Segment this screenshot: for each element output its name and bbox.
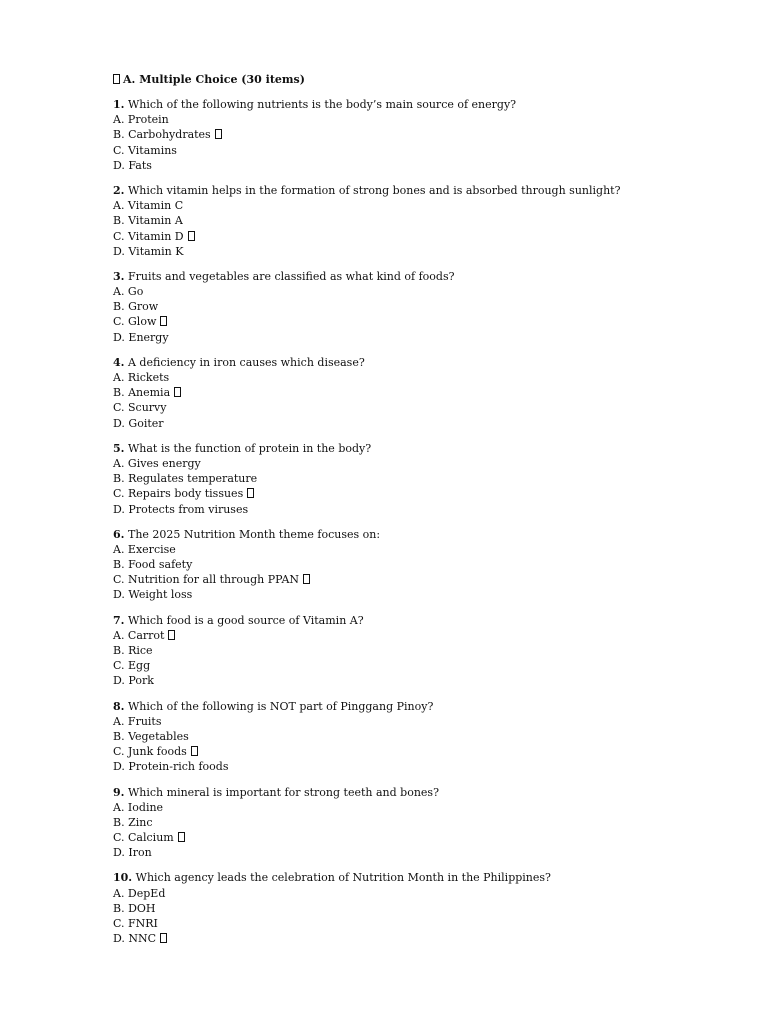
answer-option: [113, 714, 713, 729]
answer-option-label: A. Rickets: [113, 371, 170, 384]
answer-option-label: D. Protects from viruses: [113, 502, 249, 516]
answer-option-label: A. Go: [113, 285, 144, 299]
question-block: [113, 183, 713, 259]
answer-mark-icon: [188, 231, 195, 241]
answer-option-label: A. Iodine: [113, 800, 164, 814]
question-text-line: [113, 699, 713, 714]
question-block: [113, 527, 713, 603]
answer-option-label: B. Anemia: [113, 386, 171, 400]
answer-option-label: D. NNC: [113, 932, 157, 946]
answer-option-label: A. Fruits: [113, 714, 162, 728]
question-number: 7.: [113, 613, 125, 627]
question-block: [113, 97, 713, 173]
answer-mark-icon: [168, 630, 175, 640]
question-block: [113, 269, 713, 345]
answer-option: [113, 901, 713, 916]
answer-option-label: D. Vitamin K: [113, 244, 184, 258]
question-block: [113, 613, 713, 689]
question-text: Which vitamin helps in the formation of strong bones and is absorbed through sunlight?: [127, 183, 621, 197]
answer-option: [113, 112, 713, 127]
answer-option-label: A. Protein: [113, 113, 169, 127]
answer-option: [113, 143, 713, 158]
answer-option-label: B. Carbohydrates: [113, 128, 211, 142]
answer-option-label: D. Fats: [113, 158, 152, 172]
answer-option: [113, 229, 713, 244]
question-number: 3.: [113, 269, 125, 283]
question-text-line: [113, 870, 713, 885]
question-number: 8.: [113, 699, 125, 713]
question-text-line: [113, 785, 713, 800]
answer-option: [113, 284, 713, 299]
answer-option: [113, 385, 713, 400]
answer-option: [113, 299, 713, 314]
question-number: 10.: [113, 871, 133, 885]
answer-mark-icon: [174, 387, 181, 397]
section-title-text: A. Multiple Choice (30 items): [123, 73, 305, 86]
answer-option: [113, 916, 713, 931]
answer-option-label: D. Pork: [113, 674, 154, 688]
question-text-line: [113, 355, 713, 370]
answer-option-label: D. Weight loss: [113, 588, 193, 602]
answer-option-label: B. Grow: [113, 300, 159, 314]
answer-option: [113, 542, 713, 557]
answer-option-label: C. Vitamin D: [113, 229, 184, 243]
answer-option-label: B. Zinc: [113, 815, 153, 829]
answer-option-label: B. DOH: [113, 901, 156, 915]
answer-option-label: A. Vitamin C: [113, 199, 184, 213]
question-number: 6.: [113, 527, 125, 541]
answer-option: [113, 759, 713, 774]
answer-option-label: C. Glow: [113, 315, 157, 329]
answer-option: [113, 557, 713, 572]
answer-option: [113, 815, 713, 830]
answer-option-label: D. Iron: [113, 846, 152, 860]
answer-option-label: C. Vitamins: [113, 143, 177, 157]
answer-option-label: D. Energy: [113, 330, 169, 344]
question-text-line: [113, 527, 713, 542]
answer-mark-icon: [178, 832, 185, 842]
question-number: 1.: [113, 98, 125, 111]
answer-option: [113, 127, 713, 142]
answer-option: [113, 213, 713, 228]
question-block: [113, 785, 713, 861]
answer-option-label: B. Food safety: [113, 558, 193, 572]
answer-option-label: C. FNRI: [113, 917, 158, 930]
answer-option-label: C. Junk foods: [113, 745, 187, 759]
question-number: 9.: [113, 785, 125, 799]
missing-glyph-icon: [113, 74, 120, 84]
answer-option: [113, 486, 713, 501]
answer-option-label: B. Rice: [113, 644, 153, 657]
answer-option: [113, 628, 713, 643]
answer-option: [113, 456, 713, 471]
answer-mark-icon: [160, 933, 167, 943]
answer-mark-icon: [303, 574, 310, 584]
question-text-line: [113, 183, 713, 198]
answer-option: [113, 314, 713, 329]
answer-option-label: B. Vegetables: [113, 729, 189, 743]
answer-mark-icon: [215, 129, 222, 139]
answer-option: [113, 370, 713, 385]
answer-option: [113, 931, 713, 946]
answer-option-label: C. Repairs body tissues: [113, 487, 244, 501]
question-text-line: [113, 613, 713, 628]
question-number: 4.: [113, 355, 125, 369]
question-block: [113, 870, 713, 946]
question-text: The 2025 Nutrition Month theme focuses on:: [127, 527, 381, 541]
question-number: 5.: [113, 441, 125, 455]
answer-option-label: B. Regulates temperature: [113, 472, 258, 486]
answer-option: [113, 587, 713, 602]
answer-option-label: A. Gives energy: [113, 456, 201, 470]
answer-option: [113, 330, 713, 345]
answer-option-label: A. Exercise: [113, 542, 176, 556]
question-text: Which agency leads the celebration of Nutrition Month in the Philippines?: [135, 871, 551, 885]
question-text: A deficiency in iron causes which disease?: [127, 355, 365, 369]
question-block: [113, 699, 713, 775]
answer-mark-icon: [191, 746, 198, 756]
answer-option: [113, 416, 713, 431]
question-number: 2.: [113, 183, 125, 197]
answer-option: [113, 471, 713, 486]
answer-option: [113, 729, 713, 744]
question-text: What is the function of protein in the body?: [127, 441, 372, 455]
answer-option-label: A. Carrot: [113, 628, 165, 642]
answer-option: [113, 800, 713, 815]
answer-option: [113, 744, 713, 759]
answer-option: [113, 643, 713, 658]
question-block: [113, 355, 713, 431]
answer-option-label: D. Goiter: [113, 416, 164, 430]
answer-option-label: C. Scurvy: [113, 401, 167, 415]
answer-option-label: C. Egg: [113, 659, 151, 673]
answer-option-label: B. Vitamin A: [113, 214, 183, 228]
answer-option: [113, 502, 713, 517]
answer-option: [113, 158, 713, 173]
question-text: Which of the following is NOT part of Pinggang Pinoy?: [127, 699, 434, 713]
answer-option: [113, 830, 713, 845]
section-heading: [113, 72, 713, 88]
answer-option: [113, 572, 713, 587]
question-text: Fruits and vegetables are classified as what kind of foods?: [127, 269, 455, 283]
question-text: Which of the following nutrients is the body’s main source of energy?: [127, 98, 517, 111]
answer-option: [113, 845, 713, 860]
question-text-line: [113, 269, 713, 284]
answer-option: [113, 886, 713, 901]
answer-mark-icon: [247, 488, 254, 498]
answer-option-label: C. Nutrition for all through PPAN: [113, 573, 300, 587]
answer-option: [113, 198, 713, 213]
answer-option: [113, 658, 713, 673]
answer-option-label: D. Protein-rich foods: [113, 760, 229, 774]
document-page: [113, 72, 713, 956]
question-list: [113, 97, 713, 946]
question-text: Which food is a good source of Vitamin A?: [127, 613, 364, 627]
question-block: [113, 441, 713, 517]
question-text-line: [113, 97, 713, 112]
answer-mark-icon: [160, 316, 167, 326]
question-text: Which mineral is important for strong teeth and bones?: [127, 785, 439, 799]
answer-option-label: C. Calcium: [113, 831, 174, 845]
question-text-line: [113, 441, 713, 456]
answer-option: [113, 244, 713, 259]
answer-option: [113, 673, 713, 688]
answer-option-label: A. DepEd: [113, 886, 166, 900]
answer-option: [113, 400, 713, 415]
